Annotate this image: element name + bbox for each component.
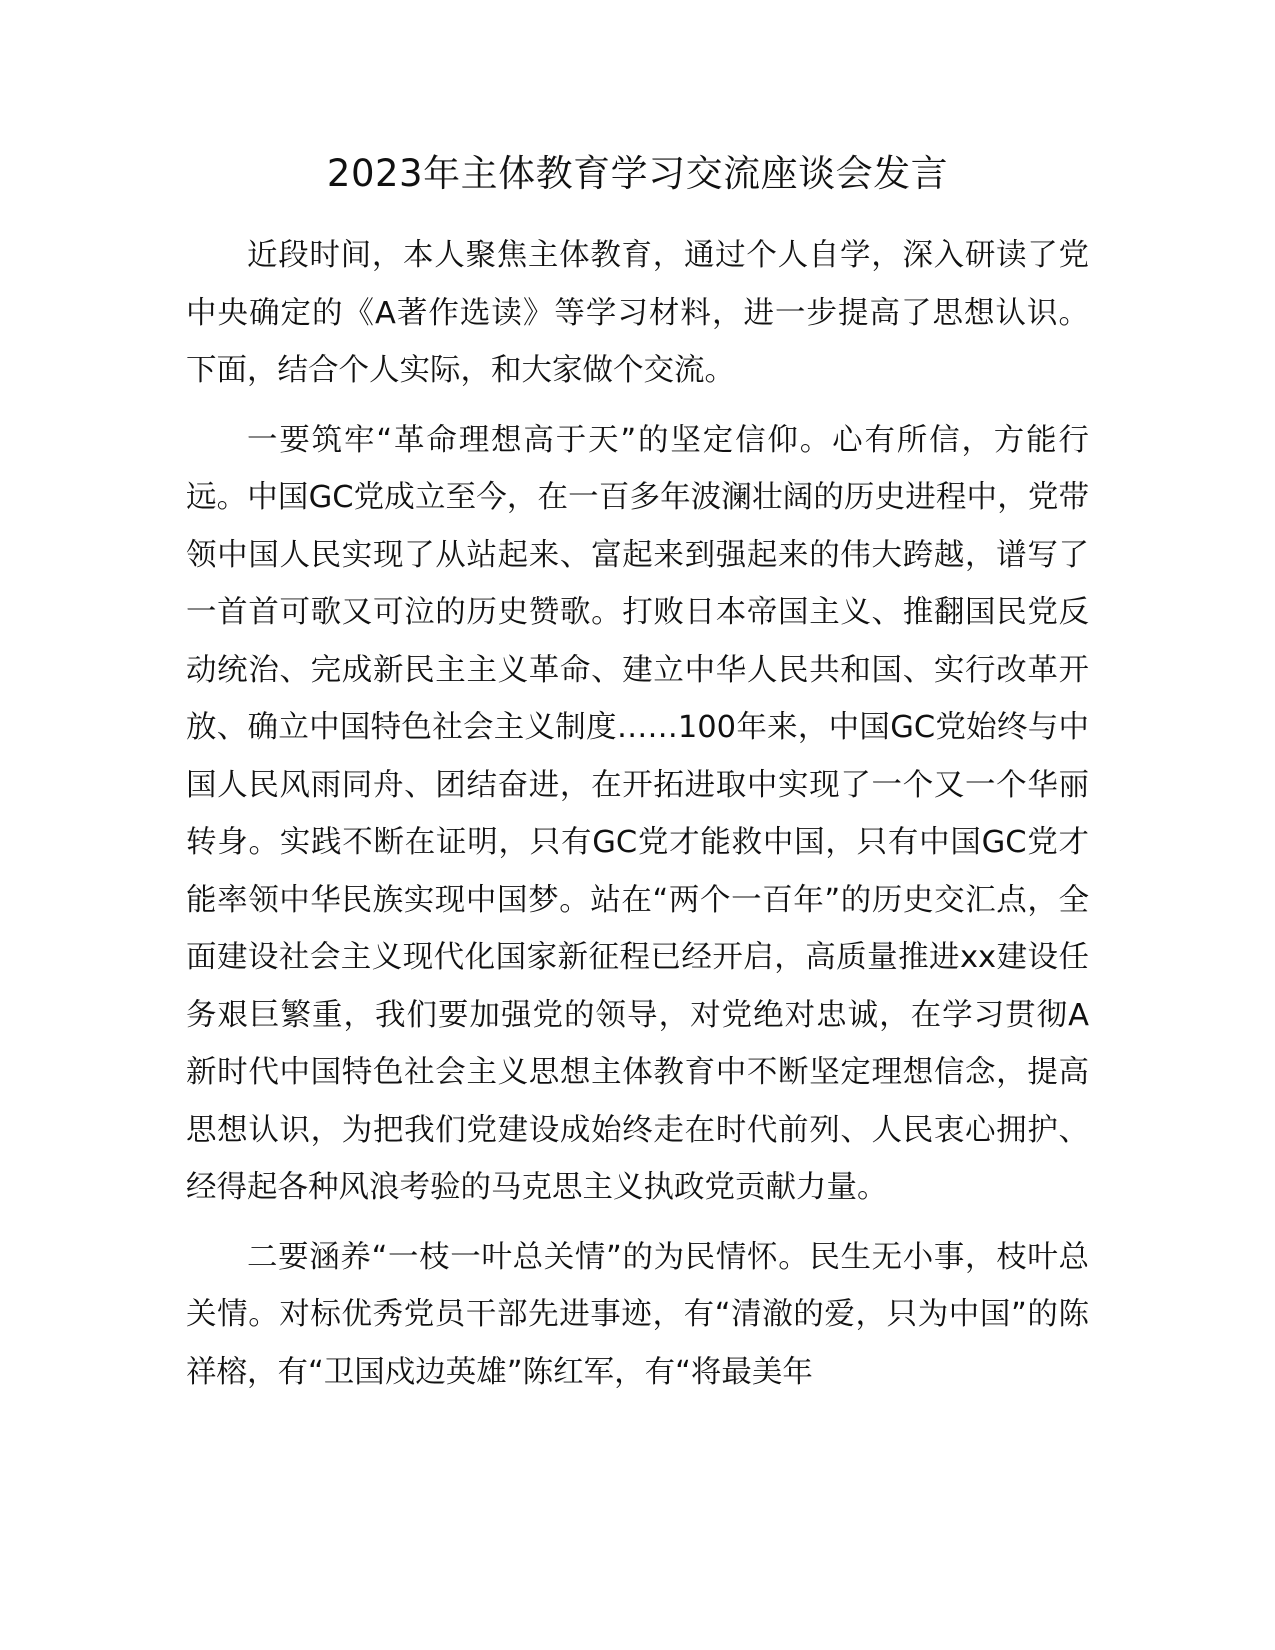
- paragraph-intro: 近段时间，本人聚焦主体教育，通过个人自学，深入研读了党中央确定的《A著作选读》等学习材料，进一步提高了思想认识。下面，结合个人实际，和大家做个交流。: [186, 238, 1089, 388]
- document-title: 2023年主体教育学习交流座谈会发言: [326, 152, 949, 195]
- paragraph-point-two: 二要涵养“一枝一叶总关情”的为民情怀。民生无小事，枝叶总关情。对标优秀党员干部先进事迹，有“清澈的爱，只为中国”的陈祥榕，有“卫国戍边英雄”陈红军，有“将最美年: [186, 1239, 1089, 1390]
- paragraph-point-one: 一要筑牢“革命理想高于天”的坚定信仰。心有所信，方能行远。中国GC党成立至今，在一百多年波澜壮阔的历史进程中，党带领中国人民实现了从站起来、富起来到强起来的伟大跨越，谱写了一首首可歌又可泣的历史赞歌。打败日本帝国主义、推翻国民党反动统治、完成新民主主义革命、建立中华人民共和国、实行改革开放、确立中国特色社会主义制度……100年来，中国GC党始终与中国人民风雨同舟、团结奋进，在开拓进取中实现了一个又一个华丽转身。实践不断在证明，只有GC党才能救中国，只有中国GC党才能率领中华民族实现中国梦。站在“两个一百年”的历史交汇点，全面建设社会主义现代化国家新征程已经开启，高质量推进xx建设任务艰巨繁重，我们要加强党的领导，对党绝对忠诚，在学习贯彻A新时代中国特色社会主义思想主体教育中不断坚定理想信念，提高思想认识，为把我们党建设成始终走在时代前列、人民衷心拥护、经得起各种风浪考验的马克思主义执政党贡献力量。: [186, 422, 1089, 1205]
- document-body: [186, 227, 1089, 1413]
